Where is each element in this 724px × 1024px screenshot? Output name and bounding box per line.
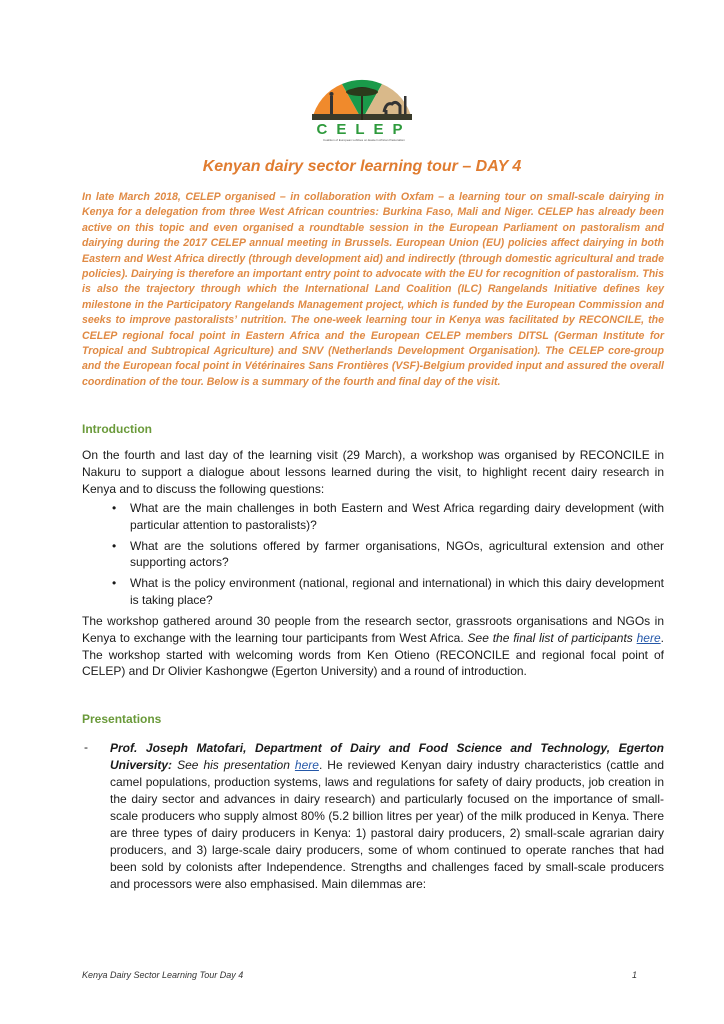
presentation-summary: . He reviewed Kenyan dairy industry characteristics (cattle and camel populations, production systems, laws and regulations for safety of dairy products, job creation in the dairy sector and advances in dairy research) and particularly focused on the importance of small-scale producers who supply almost 80% (5.2 billion litres per year) of the milk produced in Kenya. There are three types of dairy producers in Kenya: 1) pastoral dairy producers, 2) small-scale agrarian dairy producers, and 3) large-scale dairy producers, some of whom continued to operate ranches that had been sold by colonists after Independence. Strengths and challenges faced by small-scale producers and processors were also emphasised. Main dilemmas are: (110, 758, 665, 891)
intro-paragraph: In late March 2018, CELEP organised – in collaboration with Oxfam – a learning tour on small-scale dairying in Kenya for a delegation from three West African countries: Burkina Faso, Mali and Niger. CELEP has already been active on this topic and even organised a roundtable session in the European Parliament on pastoralism and dairying during the 2017 CELEP annual meeting in Brussels. European Union (EU) policies affect dairying in both Eastern and West Africa directly (through development aid) and indirectly (through domestic agricultural and trade policies). Dairying is therefore an important entry point to advocate with the EU for recognition of pastoralism. This is also the trajectory through which the International Land Coalition (ILC) Rangelands Initiative defines key milestone in the Participatory Rangelands Management project, which is funded by the European Commission and seeks to improve pastoralists’ nutrition. The one-week learning tour in Kenya was facilitated by RECONCILE, the CELEP regional focal point in Eastern Africa and the European CELEP members DITSL (German Institute for Tropical and Subtropical Agriculture) and SNV (Netherlands Development Organisation). The CELEP core-group and the European focal point in Vétérinaires Sans Frontières (VSF)-Belgium provided input and assured the overall coordination of the tour. Below is a summary of the fourth and final day of the visit. (82, 191, 664, 388)
list-item (82, 538, 664, 572)
list-item (82, 575, 664, 609)
bullet-icon: • (112, 501, 117, 515)
logo-name: CELEP (316, 121, 412, 138)
page-title: Kenyan dairy sector learning tour – DAY 4 (202, 158, 522, 175)
list-item (82, 500, 664, 534)
bullet-icon: • (112, 576, 117, 591)
bullet-icon: • (112, 538, 117, 553)
participants-link[interactable]: here (636, 630, 661, 645)
question-text: What is the policy environment (national, regional and international) in which this dairy development is taking place? (130, 576, 664, 607)
presentation-body (110, 740, 664, 893)
introduction-heading: Introduction (82, 422, 152, 436)
presentations-heading: Presentations (82, 712, 162, 726)
see-presentation-text: See his presentation (172, 758, 295, 772)
workshop-paragraph (82, 613, 664, 680)
introduction-paragraph: On the fourth and last day of the learning visit (29 March), a workshop was organised by RECONCILE in Nakuru to support a dialogue about lessons learned during the visit, to highlight recent dairy research in Kenya and to discuss the following questions: (82, 448, 664, 496)
page-number: 1 (632, 970, 638, 980)
workshop-text: The workshop gathered around 30 people from the research sector, grassroots organisations and NGOs in Kenya to exchange with the learning tour participants from West Africa. (82, 614, 664, 645)
question-text: What are the solutions offered by farmer organisations, NGOs, agricultural extension and other supporting actors? (130, 538, 664, 570)
logo-subtitle: Coalition of European Lobbies on Eastern African Pastoralism (322, 138, 406, 142)
questions-list (82, 500, 664, 613)
presentation-link[interactable]: here (294, 758, 319, 772)
participants-note: See the final list of participants (467, 630, 637, 645)
question-text: What are the main challenges in both Eastern and West Africa regarding dairy development (with particular attention to pastoralists)? (130, 501, 664, 532)
workshop-text-end: . The workshop started with welcoming words from Ken Otieno (RECONCILE and regional focal point of CELEP) and Dr Olivier Kashongwe (Egerton University) and a round of introduction. (82, 630, 664, 679)
dash-bullet: - (84, 740, 88, 754)
speaker-name: Prof. Joseph Matofari, Department of Dairy and Food Science and Technology, Egerton University: (110, 741, 664, 772)
presentation-item (82, 740, 664, 893)
footer-title: Kenya Dairy Sector Learning Tour Day 4 (82, 970, 244, 980)
